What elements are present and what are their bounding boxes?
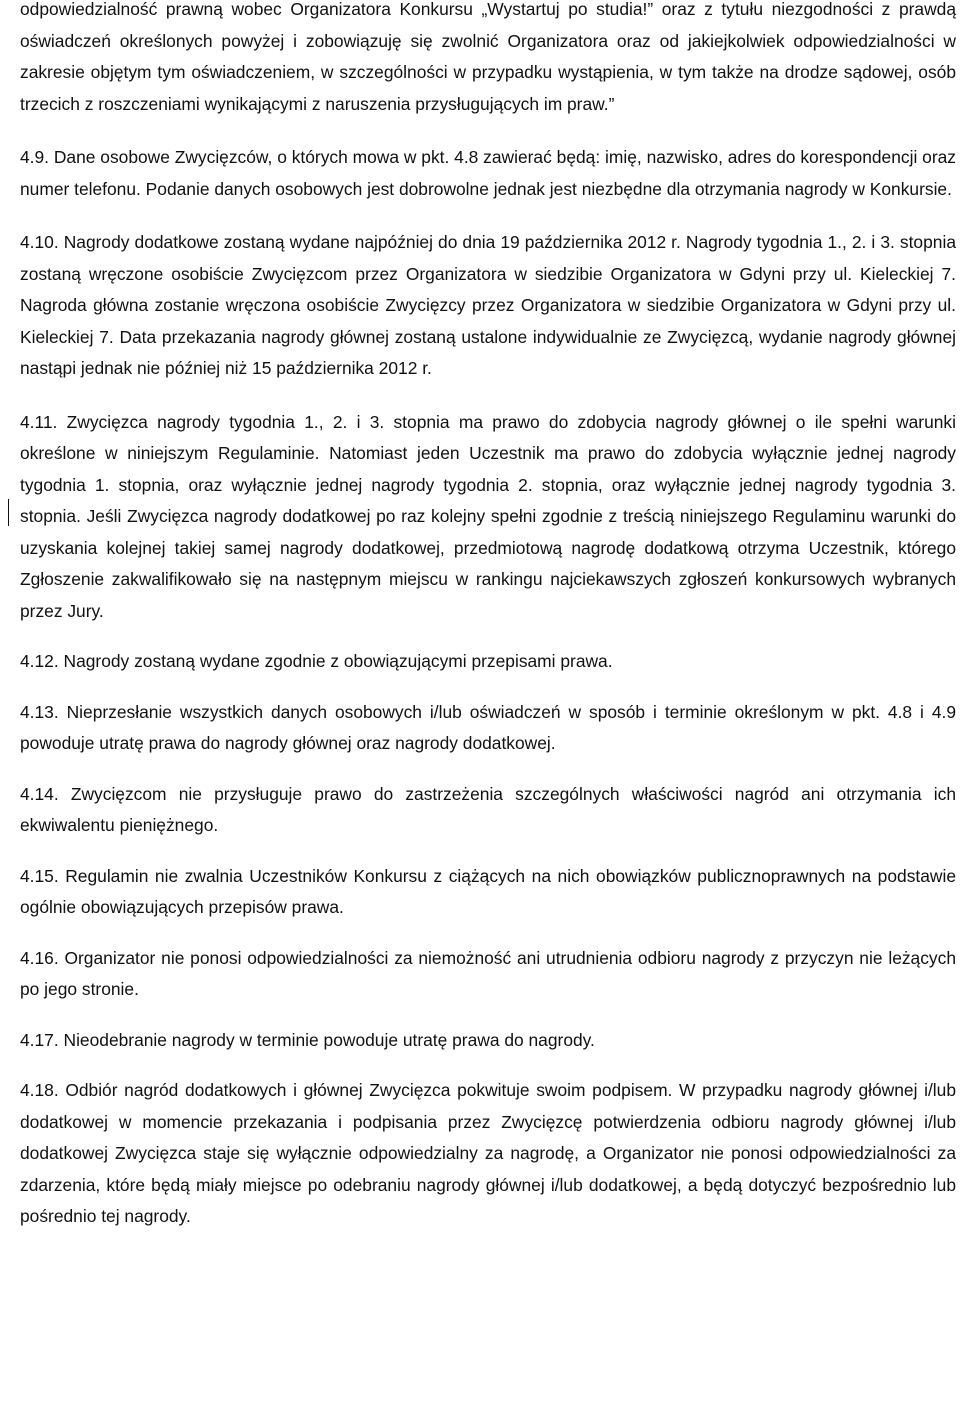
revision-change-bar [8,499,9,526]
paragraph-4-15: 4.15. Regulamin nie zwalnia Uczestników Konkursu z ciążących na nich obowiązków publicznoprawnych na podstawie ogólnie obowiązujących przepisów prawa. [20,865,956,917]
paragraph-4-11: 4.11. Zwycięzca nagrody tygodnia 1., 2. i 3. stopnia ma prawo do zdobycia nagrody głównej o ile spełni warunki określone w niniejszym Regulaminie. Natomiast jeden Uczestnik ma prawo do zdobycia wyłącznie jednej nagrody tygodnia 1. stopnia, oraz wyłącznie jednej nagrody tygodnia 2. stopnia, oraz wyłącznie jednej nagrody tygodnia 3. stopnia. Jeśli Zwycięzca nagrody dodatkowej po raz kolejny spełni zgodnie z treścią niniejszego Regulaminu warunki do uzyskania kolejnej takiej samej nagrody dodatkowej, przedmiotową nagrodę dodatkową otrzyma Uczestnik, którego Zgłoszenie zakwalifikowało się na następnym miejscu w rankingu najciekawszych zgłoszeń konkursowych wybranych przez Jury. [20,411,956,621]
paragraph-4-14: 4.14. Zwycięzcom nie przysługuje prawo do zastrzeżenia szczególnych właściwości nagród ani otrzymania ich ekwiwalentu pieniężnego. [20,783,956,835]
paragraph-4-10: 4.10. Nagrody dodatkowe zostaną wydane najpóźniej do dnia 19 października 2012 r. Nagrody tygodnia 1., 2. i 3. stopnia zostaną wręczone osobiście Zwycięzcom przez Organizatora w siedzibie Organizatora w Gdyni przy ul. Kieleckiej 7. Nagroda główna zostanie wręczona osobiście Zwycięzcy przez Organizatora w siedzibie Organizatora w Gdyni przy ul. Kieleckiej 7. Data przekazania nagrody głównej zostaną ustalone indywidualnie ze Zwycięzcą, wydanie nagrody głównej nastąpi jednak nie później niż 15 października 2012 r. [20,232,956,378]
paragraph-4-9: 4.9. Dane osobowe Zwycięzców, o których mowa w pkt. 4.8 zawierać będą: imię, nazwisko, adres do korespondencji oraz numer telefonu. Podanie danych osobowych jest dobrowolne jednak jest niezbędne dla otrzymania nagrody w Konkursie. [20,147,956,199]
paragraph-4-18: 4.18. Odbiór nagród dodatkowych i głównej Zwycięzca pokwituje swoim podpisem. W przypadku nagrody głównej i/lub dodatkowej w momencie przekazania i podpisania przez Zwycięzcę potwierdzenia odbioru nagrody głównej i/lub dodatkowej Zwycięzca staje się wyłącznie odpowiedzialny za nagrodę, a Organizator nie ponosi odpowiedzialności za zdarzenia, które będą miały miejsce po odebraniu nagrody głównej i/lub dodatkowej, a będą dotyczyć bezpośrednio lub pośrednio tej nagrody. [20,1080,956,1226]
paragraph-4-12: 4.12. Nagrody zostaną wydane zgodnie z obowiązującymi przepisami prawa. [20,651,613,671]
paragraph-4-13: 4.13. Nieprzesłanie wszystkich danych osobowych i/lub oświadczeń w sposób i terminie określonym w pkt. 4.8 i 4.9 powoduje utratę prawa do nagrody głównej oraz nagrody dodatkowej. [20,701,956,753]
paragraph-declaration-continuation: odpowiedzialność prawną wobec Organizatora Konkursu „Wystartuj po studia!” oraz z tytułu niezgodności z prawdą oświadczeń określonych powyżej i zobowiązuję się zwolnić Organizatora oraz od jakiejkolwiek odpowiedzialności w zakresie objętym tym oświadczeniem, w szczególności w przypadku wystąpienia, w tym także na drodze sądowej, osób trzecich z roszczeniami wynikającymi z naruszenia przysługujących im praw.” [20,0,956,114]
document-page [20,0,956,1233]
paragraph-4-16: 4.16. Organizator nie ponosi odpowiedzialności za niemożność ani utrudnienia odbioru nagrody z przyczyn nie leżących po jego stronie. [20,947,956,999]
paragraph-4-17: 4.17. Nieodebranie nagrody w terminie powoduje utratę prawa do nagrody. [20,1029,595,1050]
